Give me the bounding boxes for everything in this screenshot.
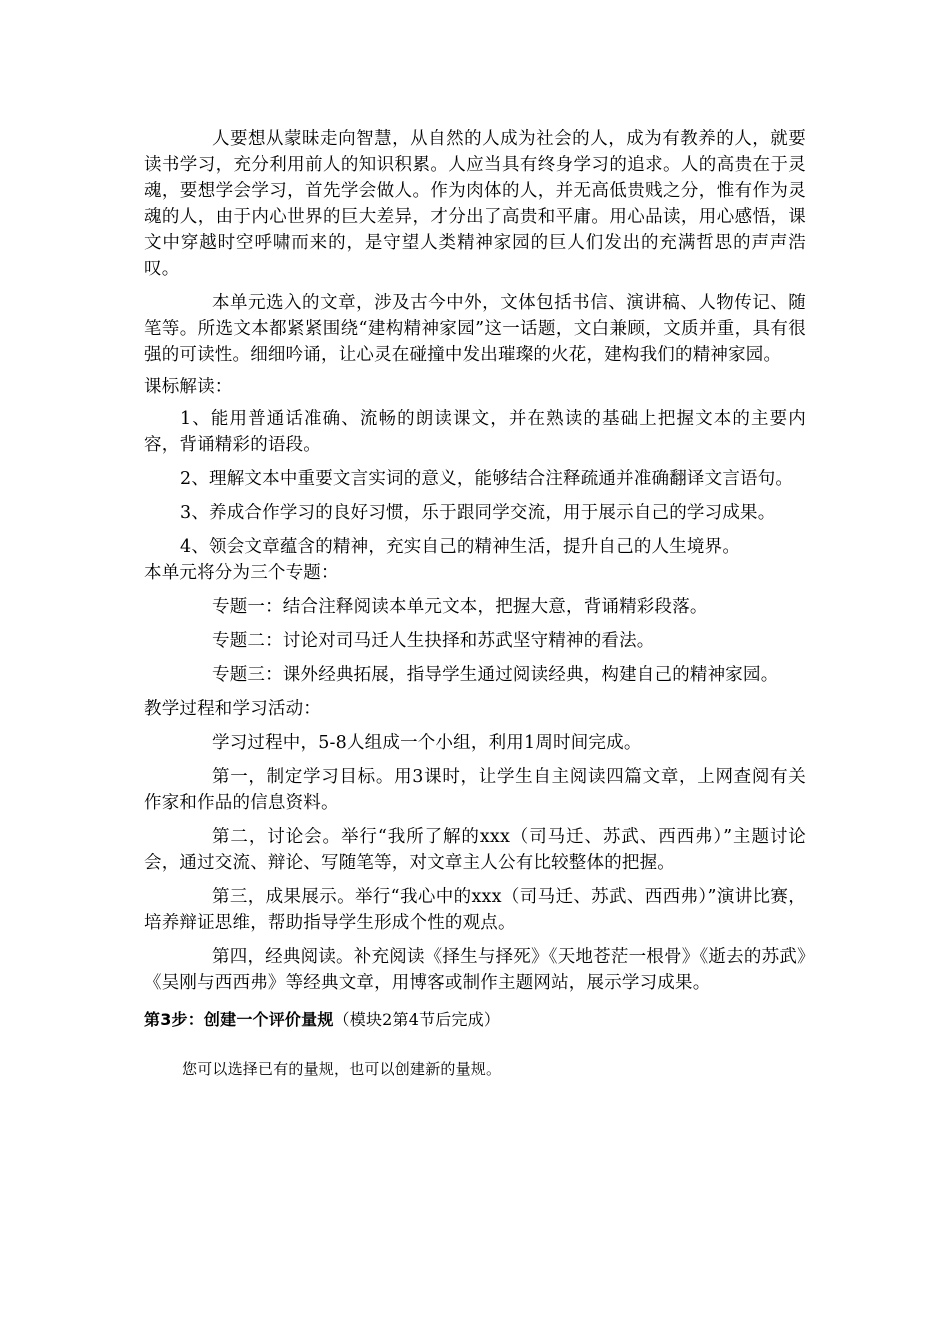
topics-heading: 本单元将分为三个专题： <box>144 563 339 583</box>
process-item-5: 第四，经典阅读。补充阅读《择生与择死》《天地苍茫一根骨》《逝去的苏武》《吴刚与西西弗》等经典文章，用博客或制作主题网站，展示学习成果。 <box>144 947 806 993</box>
document-page <box>144 126 806 1080</box>
standards-item-4: 4、领会文章蕴含的精神，充实自己的精神生活，提升自己的人生境界。 <box>180 537 741 557</box>
standards-item-1: 1、能用普通话准确、流畅的朗读课文，并在熟读的基础上把握文本的主要内容，背诵精彩的语段。 <box>144 409 806 455</box>
process-heading: 教学过程和学习活动： <box>144 699 321 719</box>
process-item-3: 第二，讨论会。举行“我所了解的xxx（司马迁、苏武、西西弗）”主题讨论会，通过交流、辩论、写随笔等，对文章主人公有比较整体的把握。 <box>144 827 806 873</box>
process-item-1: 学习过程中，5-8人组成一个小组，利用1周时间完成。 <box>212 733 642 753</box>
topic-item-1: 专题一：结合注释阅读本单元文本，把握大意，背诵精彩段落。 <box>212 597 708 617</box>
standards-item-3: 3、养成合作学习的良好习惯，乐于跟同学交流，用于展示自己的学习成果。 <box>180 503 776 523</box>
step3-note: （模块2第4节后完成） <box>333 1010 501 1029</box>
step3-heading <box>144 1008 806 1032</box>
topic-item-3: 专题三：课外经典拓展，指导学生通过阅读经典，构建自己的精神家园。 <box>212 665 779 685</box>
topic-item-2: 专题二：讨论对司马迁人生抉择和苏武坚守精神的看法。 <box>212 631 655 651</box>
process-item-2: 第一，制定学习目标。用3课时，让学生自主阅读四篇文章，上网查阅有关作家和作品的信息资料。 <box>144 767 806 813</box>
intro-paragraph-2: 本单元选入的文章，涉及古今中外，文体包括书信、演讲稿、人物传记、随笔等。所选文本都紧紧围绕“建构精神家园”这一话题，文白兼顾，文质并重，具有很强的可读性。细细吟诵，让心灵在碰撞中发出璀璨的火花，建构我们的精神家园。 <box>144 293 806 365</box>
process-item-4: 第三，成果展示。举行“我心中的xxx（司马迁、苏武、西西弗）”演讲比赛，培养辩证思维，帮助指导学生形成个性的观点。 <box>144 887 806 933</box>
step3-body: 您可以选择已有的量规，也可以创建新的量规。 <box>182 1060 502 1078</box>
intro-paragraph-1: 人要想从蒙昧走向智慧，从自然的人成为社会的人，成为有教养的人，就要读书学习，充分利用前人的知识积累。人应当具有终身学习的追求。人的高贵在于灵魂，要想学会学习，首先学会做人。作为肉体的人，并无高低贵贱之分，惟有作为灵魂的人，由于内心世界的巨大差异，才分出了高贵和平庸。用心品读，用心感悟，课文中穿越时空呼啸而来的，是守望人类精神家园的巨人们发出的充满哲思的声声浩叹。 <box>144 129 806 279</box>
standards-heading: 课标解读： <box>144 377 233 397</box>
step3-title: 第3步：创建一个评价量规 <box>144 1010 334 1029</box>
standards-item-2: 2、理解文本中重要文言实词的意义，能够结合注释疏通并准确翻译文言语句。 <box>180 469 794 489</box>
